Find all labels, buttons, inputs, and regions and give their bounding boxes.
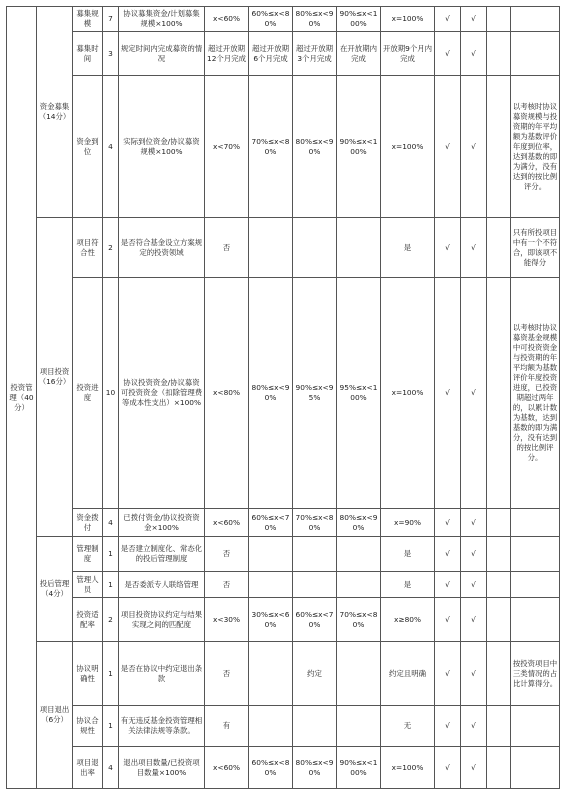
criterion-cell-1: 否 [205,572,249,598]
blank-cell [487,7,511,32]
criterion-cell-2 [249,642,293,706]
item-name-cell: 募集时间 [73,32,103,76]
blank-cell [487,747,511,789]
criterion-cell-3: 80%≤x<90% [293,76,337,218]
score-cell: 2 [103,218,119,278]
criterion-cell-4: 90%≤x<100% [337,76,381,218]
check-cell-2: √ [461,598,487,642]
criterion-cell-3: 90%≤x<95% [293,278,337,509]
criterion-cell-4: 70%≤x<80% [337,598,381,642]
criterion-cell-5: x=90% [381,509,435,537]
criterion-cell-1: x<80% [205,278,249,509]
criterion-cell-3 [293,537,337,572]
description-cell: 有无违反基金投资管理相关法律法规等条款。 [119,706,205,747]
criterion-cell-2: 超过开放期6个月完成 [249,32,293,76]
table-row [7,537,560,572]
criterion-cell-3: 约定 [293,642,337,706]
blank-cell [487,706,511,747]
criterion-cell-5: 是 [381,572,435,598]
description-cell: 是否符合基金设立方案规定的投资领域 [119,218,205,278]
description-cell: 是否在协议中约定退出条款 [119,642,205,706]
criterion-cell-3 [293,218,337,278]
criterion-cell-4: 80%≤x<90% [337,509,381,537]
check-cell-1: √ [435,32,461,76]
blank-cell [487,642,511,706]
note-cell [511,572,560,598]
criterion-cell-3: 80%≤x<90% [293,7,337,32]
table-row [7,32,560,76]
score-cell: 4 [103,747,119,789]
criterion-cell-4 [337,572,381,598]
check-cell-2: √ [461,537,487,572]
criterion-cell-1: 超过开放期12个月完成 [205,32,249,76]
check-cell-2: √ [461,218,487,278]
note-cell [511,598,560,642]
score-cell: 2 [103,598,119,642]
note-cell: 按投资项目中三类情况的占比计算得分。 [511,642,560,706]
table-row [7,598,560,642]
item-name-cell: 资金到位 [73,76,103,218]
criterion-cell-1: x<60% [205,7,249,32]
table-body [7,7,560,789]
table-row [7,76,560,218]
criterion-cell-3: 70%≤x<80% [293,509,337,537]
item-name-cell: 管理人员 [73,572,103,598]
criterion-cell-2: 60%≤x<80% [249,7,293,32]
item-name-cell: 投资进度 [73,278,103,509]
description-cell: 规定时间内完成募资的情况 [119,32,205,76]
description-cell: 实际到位资金/协议募资规模×100% [119,76,205,218]
description-cell: 协议投资资金/协议募资可投资资金（扣除管理费等成本性支出）×100% [119,278,205,509]
check-cell-1: √ [435,218,461,278]
criterion-cell-5: 无 [381,706,435,747]
score-cell: 10 [103,278,119,509]
criterion-cell-2: 60%≤x<70% [249,509,293,537]
table-row [7,642,560,706]
description-cell: 已拨付资金/协议投资资金×100% [119,509,205,537]
item-name-cell: 资金拨付 [73,509,103,537]
check-cell-2: √ [461,7,487,32]
table-row [7,218,560,278]
description-cell: 协议募集资金/计划募集规模×100% [119,7,205,32]
category-cell: 投资管理（40分） [7,7,37,789]
group-post-investment: 投后管理（4分） [37,537,73,642]
blank-cell [487,218,511,278]
criterion-cell-4: 90%≤x<100% [337,747,381,789]
criterion-cell-2: 70%≤x<80% [249,76,293,218]
criterion-cell-5: 开放期9个月内完成 [381,32,435,76]
group-fund-raising: 资金募集（14分） [37,7,73,218]
score-cell: 7 [103,7,119,32]
score-cell: 3 [103,32,119,76]
check-cell-1: √ [435,747,461,789]
criterion-cell-5: 是 [381,537,435,572]
criterion-cell-4 [337,218,381,278]
score-cell: 4 [103,509,119,537]
note-cell [511,537,560,572]
check-cell-1: √ [435,76,461,218]
check-cell-1: √ [435,572,461,598]
criterion-cell-5: 是 [381,218,435,278]
criterion-cell-1: x<70% [205,76,249,218]
description-cell: 项目投资协议约定与结果实现之间的匹配度 [119,598,205,642]
note-cell [511,7,560,32]
item-name-cell: 投资适配率 [73,598,103,642]
check-cell-1: √ [435,509,461,537]
criterion-cell-3 [293,572,337,598]
item-name-cell: 项目符合性 [73,218,103,278]
score-cell: 1 [103,642,119,706]
blank-cell [487,278,511,509]
description-cell: 是否委派专人联络管理 [119,572,205,598]
criterion-cell-1: 有 [205,706,249,747]
criterion-cell-4: 90%≤x<100% [337,7,381,32]
criterion-cell-1: x<60% [205,509,249,537]
criterion-cell-3: 60%≤x<70% [293,598,337,642]
check-cell-2: √ [461,706,487,747]
criterion-cell-4 [337,706,381,747]
criterion-cell-1: 否 [205,537,249,572]
criterion-cell-2: 30%≤x<60% [249,598,293,642]
score-cell: 1 [103,572,119,598]
criterion-cell-2 [249,218,293,278]
table-row [7,7,560,32]
table-row [7,278,560,509]
check-cell-1: √ [435,598,461,642]
criterion-cell-4: 在开放期内完成 [337,32,381,76]
table-row [7,509,560,537]
score-cell: 1 [103,537,119,572]
note-cell [511,509,560,537]
criterion-cell-1: 否 [205,642,249,706]
check-cell-1: √ [435,642,461,706]
check-cell-1: √ [435,537,461,572]
item-name-cell: 管理制度 [73,537,103,572]
note-cell [511,706,560,747]
criterion-cell-2: 80%≤x<90% [249,278,293,509]
criterion-cell-5: x=100% [381,747,435,789]
check-cell-2: √ [461,747,487,789]
evaluation-table [6,6,560,789]
check-cell-2: √ [461,509,487,537]
criterion-cell-5: x=100% [381,278,435,509]
blank-cell [487,76,511,218]
criterion-cell-5: x=100% [381,7,435,32]
criterion-cell-2 [249,706,293,747]
criterion-cell-2 [249,537,293,572]
criterion-cell-3 [293,706,337,747]
note-cell [511,747,560,789]
item-name-cell: 协议明确性 [73,642,103,706]
criterion-cell-3: 80%≤x<90% [293,747,337,789]
check-cell-1: √ [435,706,461,747]
check-cell-2: √ [461,32,487,76]
table-row [7,747,560,789]
group-project-exit: 项目退出（6分） [37,642,73,789]
criterion-cell-1: x<60% [205,747,249,789]
score-cell: 4 [103,76,119,218]
criterion-cell-4 [337,537,381,572]
criterion-cell-2: 60%≤x<80% [249,747,293,789]
item-name-cell: 募集规模 [73,7,103,32]
criterion-cell-5: x=100% [381,76,435,218]
group-project-investment: 项目投资（16分） [37,218,73,537]
criterion-cell-1: x<30% [205,598,249,642]
criterion-cell-2 [249,572,293,598]
blank-cell [487,537,511,572]
criterion-cell-4 [337,642,381,706]
description-cell: 退出项目数量/已投资项目数量×100% [119,747,205,789]
note-cell: 以考核时协议募资规模与投资期的年平均额为基数评价年度到位率，达到基数的即为满分，没有达到的按比例评分。 [511,76,560,218]
blank-cell [487,32,511,76]
note-cell: 以考核时协议募资基金规模中可投资资金与投资期的年平均额为基数评价年度投资进度，已投资期超过两年的，以累计数为基数，达到基数的即为满分，没有达到的按比例评分。 [511,278,560,509]
criterion-cell-3: 超过开放期3个月完成 [293,32,337,76]
item-name-cell: 协议合规性 [73,706,103,747]
criterion-cell-4: 95%≤x<100% [337,278,381,509]
blank-cell [487,598,511,642]
table-row [7,572,560,598]
blank-cell [487,509,511,537]
check-cell-1: √ [435,278,461,509]
blank-cell [487,572,511,598]
criterion-cell-5: x≥80% [381,598,435,642]
score-cell: 1 [103,706,119,747]
criterion-cell-5: 约定且明确 [381,642,435,706]
check-cell-1: √ [435,7,461,32]
criterion-cell-1: 否 [205,218,249,278]
description-cell: 是否建立制度化、常态化的投后管理制度 [119,537,205,572]
table-row [7,706,560,747]
check-cell-2: √ [461,642,487,706]
check-cell-2: √ [461,572,487,598]
item-name-cell: 项目退出率 [73,747,103,789]
check-cell-2: √ [461,76,487,218]
note-cell: 只有所投项目中有一个不符合，即该项不能得分 [511,218,560,278]
check-cell-2: √ [461,278,487,509]
note-cell [511,32,560,76]
